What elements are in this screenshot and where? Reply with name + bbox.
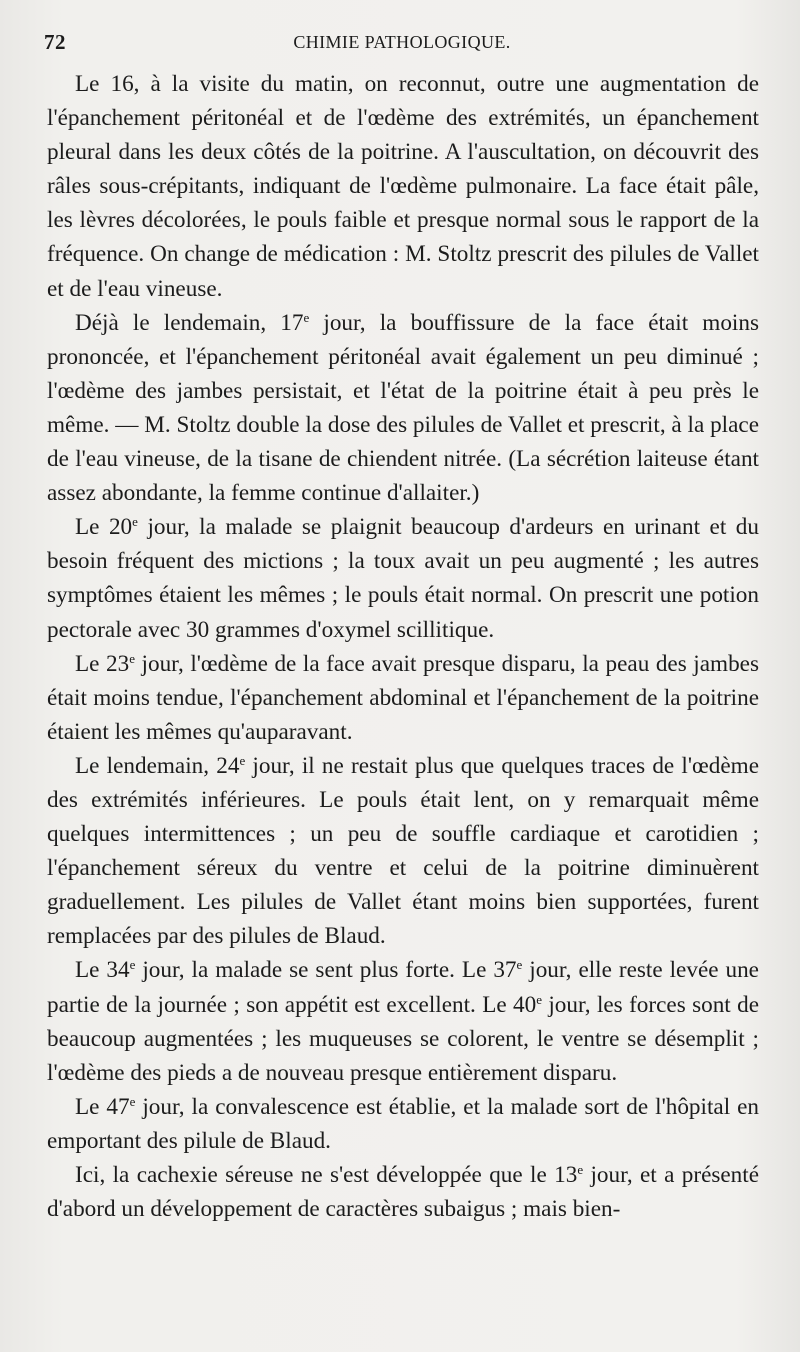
paragraph-text: jour, elle reste levée une partie de la journée ; son appétit est excellent. Le 40: [47, 957, 759, 1018]
paragraph: [47, 749, 759, 954]
paragraph-text: jour, et a présenté d'abord un développement de caractères subaigus ; mais bien-: [47, 1162, 759, 1223]
paragraph-text: Le 23: [75, 650, 130, 677]
paragraph-text: jour, la malade se plaignit beaucoup d'ardeurs en urinant et du besoin fréquent des mictions ; la toux avait un peu augmenté ; les autres symptômes étaient les mêmes ; le pouls était normal. On prescrit une potion pectorale avec 30 grammes d'oxymel scillitique.: [47, 514, 759, 643]
paragraph-text: Le 47: [75, 1093, 130, 1120]
paragraph-text: Le 20: [75, 514, 133, 541]
ordinal-superscript: e: [577, 1162, 584, 1177]
paragraph: [47, 1090, 759, 1158]
paragraph: [47, 953, 759, 1089]
running-title: CHIMIE PATHOLOGIQUE.: [293, 32, 511, 52]
paragraph-text: Le 16, à la visite du matin, on reconnut, outre une augmentation de l'épanchement péritonéal et de l'œdème des extrémités, un épanchement pleural dans les deux côtés de la poitrine. A l'auscultation, on découvrit des râles sous-crépitants, indiquant de l'œdème pulmonaire. La face était pâle, les lèvres décolorées, le pouls faible et presque normal sous le rapport de la fréquence. On change de médication : M. Stoltz prescrit des pilules de Vallet et de l'eau vineuse.: [47, 71, 759, 302]
paragraph-text: Le 34: [75, 957, 130, 984]
body-text: [47, 67, 759, 1226]
page-header: [44, 30, 760, 60]
ordinal-superscript: e: [239, 752, 246, 768]
paragraph-text: Ici, la cachexie séreuse ne s'est développée que le 13: [75, 1162, 578, 1188]
page-number: 72: [44, 30, 66, 54]
paragraph: [47, 647, 759, 749]
ordinal-superscript: e: [132, 514, 138, 530]
ordinal-superscript: e: [303, 309, 310, 325]
paragraph: [47, 67, 759, 306]
ordinal-superscript: e: [129, 1093, 136, 1109]
ordinal-superscript: e: [516, 957, 523, 973]
paragraph-text: jour, l'œdème de la face avait presque disparu, la peau des jambes était moins tendue, l'épanchement abdominal et l'épanchement de la poitrine étaient les mêmes qu'auparavant.: [47, 650, 759, 745]
paragraph-text: jour, il ne restait plus que quelques traces de l'œdème des extrémités inférieures. Le pouls était lent, on y remarquait même quelques intermittences ; un peu de souffle cardiaque et carotidien ; l'épanchement séreux du ventre et celui de la poitrine diminuèrent graduellement. Les pilules de Vallet étant moins bien supportées, furent remplacées par des pilules de Blaud.: [47, 752, 759, 950]
paragraph-text: jour, la malade se sent plus forte. Le 37: [135, 957, 517, 984]
ordinal-superscript: e: [129, 957, 136, 973]
paragraph-text: Le lendemain, 24: [75, 752, 240, 779]
paragraph: [47, 306, 759, 511]
paragraph-text: jour, les forces sont de beaucoup augmentées ; les muqueuses se colorent, le ventre se désemplit ; l'œdème des pieds a de nouveau presque entièrement disparu.: [47, 991, 759, 1086]
paragraph-text: jour, la convalescence est établie, et la malade sort de l'hôpital en emportant des pilule de Blaud.: [47, 1093, 759, 1154]
paragraph: [47, 510, 759, 646]
paragraph: [47, 1158, 759, 1226]
ordinal-superscript: e: [129, 650, 135, 666]
paragraph-text: Déjà le lendemain, 17: [75, 309, 304, 336]
paragraph-text: jour, la bouffissure de la face était moins prononcée, et l'épanchement péritonéal avait également un peu diminué ; l'œdème des jambes persistait, et l'état de la poitrine était à peu près le même. — M. Stoltz double la dose des pilules de Vallet et prescrit, à la place de l'eau vineuse, de la tisane de chiendent nitrée. (La sécrétion laiteuse étant assez abondante, la femme continue d'allaiter.): [47, 309, 759, 507]
ordinal-superscript: e: [536, 991, 542, 1007]
